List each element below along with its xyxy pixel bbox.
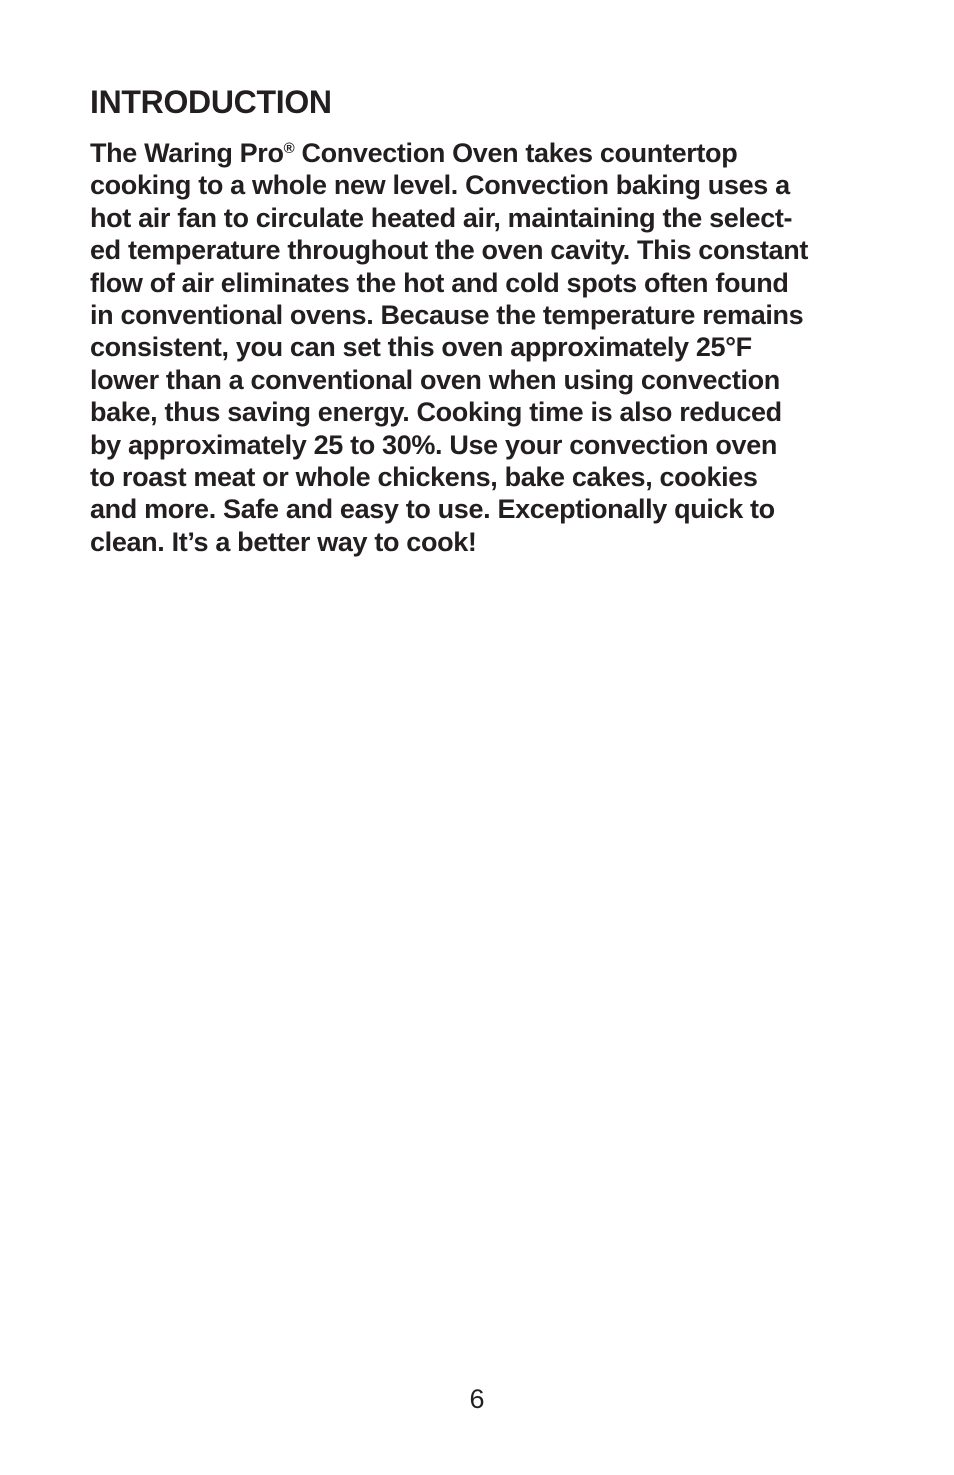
paragraph-line: hot air fan to circulate heated air, maintaining the select-: [90, 202, 793, 233]
paragraph-line: flow of air eliminates the hot and cold spots often found: [90, 267, 789, 298]
paragraph-line: cooking to a whole new level. Convection baking uses a: [90, 170, 790, 201]
paragraph-line: ed temperature throughout the oven cavity. This constant: [90, 235, 808, 266]
paragraph-line: in conventional ovens. Because the temperature remains: [90, 300, 804, 331]
section-heading: INTRODUCTION: [90, 84, 332, 120]
paragraph-line: by approximately 25 to 30%. Use your convection oven: [90, 429, 778, 460]
paragraph-line: clean. It’s a better way to cook!: [90, 526, 477, 557]
registered-trademark-symbol: ®: [283, 140, 295, 157]
page-number: 6: [469, 1384, 485, 1414]
paragraph-line: lower than a conventional oven when using convection: [90, 364, 780, 395]
paragraph-line: bake, thus saving energy. Cooking time is also reduced: [90, 397, 782, 428]
paragraph-line: consistent, you can set this oven approximately 25°F: [90, 332, 752, 363]
brand-name-text: The Waring Pro: [90, 138, 284, 168]
paragraph-line: to roast meat or whole chickens, bake cakes, cookies: [90, 462, 758, 493]
paragraph-line: [90, 137, 808, 169]
line-text: Convection Oven takes countertop: [294, 138, 738, 168]
introduction-paragraph: [90, 137, 808, 558]
paragraph-line: and more. Safe and easy to use. Exceptionally quick to: [90, 494, 775, 525]
